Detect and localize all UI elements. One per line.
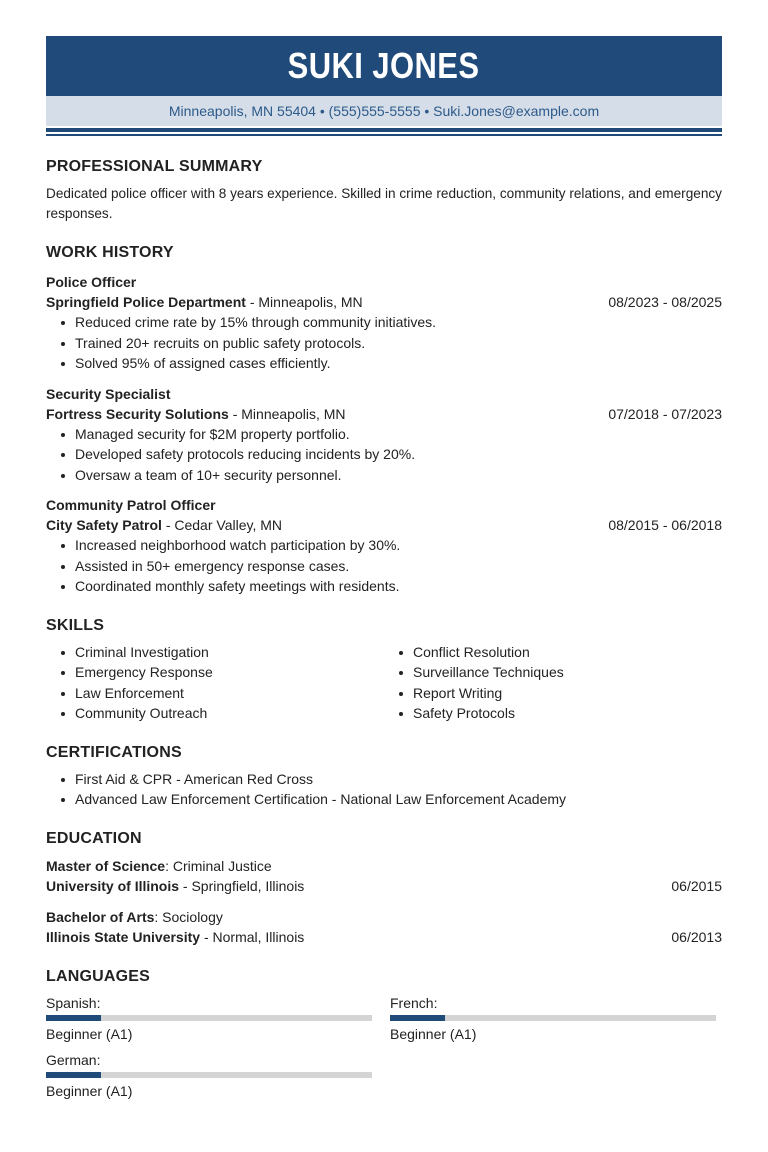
- job-location: - Cedar Valley, MN: [161, 517, 283, 533]
- certification-item: First Aid & CPR - American Red Cross: [66, 769, 722, 790]
- skills-heading: SKILLS: [46, 616, 105, 634]
- school-location: - Normal, Illinois: [200, 929, 305, 945]
- job-bullet: Assisted in 50+ emergency response cases.: [66, 556, 722, 577]
- skill-item: Safety Protocols: [404, 703, 722, 724]
- certification-item: Advanced Law Enforcement Certification - National Law Enforcement Academy: [66, 789, 722, 810]
- candidate-name: SUKI JONES: [288, 45, 480, 86]
- job-bullet: Coordinated monthly safety meetings with residents.: [66, 576, 722, 597]
- language-name: German:: [46, 1051, 101, 1068]
- job-employer-block: [46, 515, 282, 535]
- job-employer: Springfield Police Department: [46, 294, 246, 310]
- graduation-date: 06/2013: [671, 929, 722, 945]
- language-proficiency-fill: [46, 1072, 101, 1078]
- skills-column-right: [404, 642, 722, 724]
- degree-field: : Sociology: [154, 908, 223, 925]
- school-name: Illinois State University: [46, 929, 201, 945]
- job-entry: [46, 272, 722, 374]
- degree-block: [46, 856, 272, 877]
- skills-list: [46, 642, 722, 724]
- job-dates: 08/2023 - 08/2025: [608, 294, 722, 310]
- degree-name: Bachelor of Arts: [46, 908, 155, 925]
- job-employer: City Safety Patrol: [46, 517, 162, 533]
- certifications-list: [66, 769, 722, 810]
- language-level: Beginner (A1): [390, 1025, 477, 1042]
- job-bullet: Developed safety protocols reducing incidents by 20%.: [66, 444, 722, 465]
- graduation-date: 06/2015: [671, 878, 722, 894]
- language-level: Beginner (A1): [46, 1025, 133, 1042]
- language-proficiency-fill: [46, 1015, 101, 1021]
- job-location: - Minneapolis, MN: [228, 405, 346, 422]
- job-entry: [46, 384, 722, 486]
- job-dates: 08/2015 - 06/2018: [608, 517, 722, 533]
- degree-block: [46, 907, 223, 928]
- skill-item: Community Outreach: [66, 703, 384, 724]
- job-employer-line: [46, 515, 722, 535]
- skill-item: Conflict Resolution: [404, 642, 722, 663]
- language-proficiency-fill: [390, 1015, 445, 1021]
- languages-heading: LANGUAGES: [46, 967, 151, 985]
- school-line: [46, 876, 722, 897]
- summary-heading: PROFESSIONAL SUMMARY: [46, 158, 263, 175]
- work-history-heading: WORK HISTORY: [46, 244, 174, 261]
- job-bullet: Oversaw a team of 10+ security personnel.: [66, 465, 722, 486]
- school-line: [46, 927, 722, 948]
- degree-name: Master of Science: [46, 857, 166, 874]
- header-rule-thick: [46, 128, 722, 132]
- job-dates: 07/2018 - 07/2023: [608, 405, 722, 422]
- education-entry: [46, 907, 722, 948]
- job-bullets: [66, 312, 722, 374]
- skill-item: Surveillance Techniques: [404, 662, 722, 683]
- summary-text: Dedicated police officer with 8 years experience. Skilled in crime reduction, community relations, and emergency responses.: [46, 186, 722, 221]
- language-item: [46, 994, 372, 1043]
- job-employer-line: [46, 404, 722, 424]
- certifications-heading: CERTIFICATIONS: [46, 743, 182, 761]
- name-header: [46, 36, 722, 96]
- job-employer-block: [46, 292, 363, 312]
- job-bullet: Trained 20+ recruits on public safety protocols.: [66, 333, 722, 354]
- language-name: French:: [390, 994, 438, 1011]
- language-name: Spanish:: [46, 994, 101, 1011]
- skill-item: Report Writing: [404, 683, 722, 704]
- contact-info: Minneapolis, MN 55404 • (555)555-5555 • Suki.Jones@example.com: [168, 103, 600, 119]
- job-bullet: Reduced crime rate by 15% through community initiatives.: [66, 312, 722, 333]
- job-employer: Fortress Security Solutions: [46, 405, 229, 422]
- school-block: [46, 876, 304, 897]
- contact-bar: [46, 96, 722, 126]
- job-bullet: Solved 95% of assigned cases efficiently.: [66, 353, 722, 374]
- language-proficiency-bar: [46, 1015, 372, 1021]
- skill-item: Emergency Response: [66, 662, 384, 683]
- language-item: [390, 994, 716, 1043]
- language-item: [46, 1051, 372, 1100]
- language-proficiency-bar: [390, 1015, 716, 1021]
- job-title: Security Specialist: [46, 385, 171, 402]
- degree-line: [46, 907, 722, 928]
- job-title: Community Patrol Officer: [46, 497, 216, 513]
- job-bullet: Managed security for $2M property portfolio.: [66, 424, 722, 445]
- job-employer-line: [46, 292, 722, 312]
- degree-field: : Criminal Justice: [165, 857, 272, 874]
- language-level: Beginner (A1): [46, 1082, 133, 1099]
- job-location: - Minneapolis, MN: [245, 294, 363, 310]
- degree-line: [46, 856, 722, 877]
- school-block: [46, 927, 304, 948]
- skills-column-left: [66, 642, 384, 724]
- skill-item: Law Enforcement: [66, 683, 384, 704]
- job-employer-block: [46, 404, 346, 424]
- school-location: - Springfield, Illinois: [179, 878, 305, 894]
- job-bullets: [66, 424, 722, 486]
- job-title: Police Officer: [46, 274, 137, 290]
- school-name: University of Illinois: [46, 878, 180, 894]
- header-rule-thin: [46, 134, 722, 136]
- skill-item: Criminal Investigation: [66, 642, 384, 663]
- education-entry: [46, 856, 722, 897]
- education-heading: EDUCATION: [46, 829, 142, 847]
- job-bullets: [66, 535, 722, 597]
- job-bullet: Increased neighborhood watch participation by 30%.: [66, 535, 722, 556]
- languages-list: [46, 994, 722, 1100]
- language-proficiency-bar: [46, 1072, 372, 1078]
- job-entry: [46, 495, 722, 597]
